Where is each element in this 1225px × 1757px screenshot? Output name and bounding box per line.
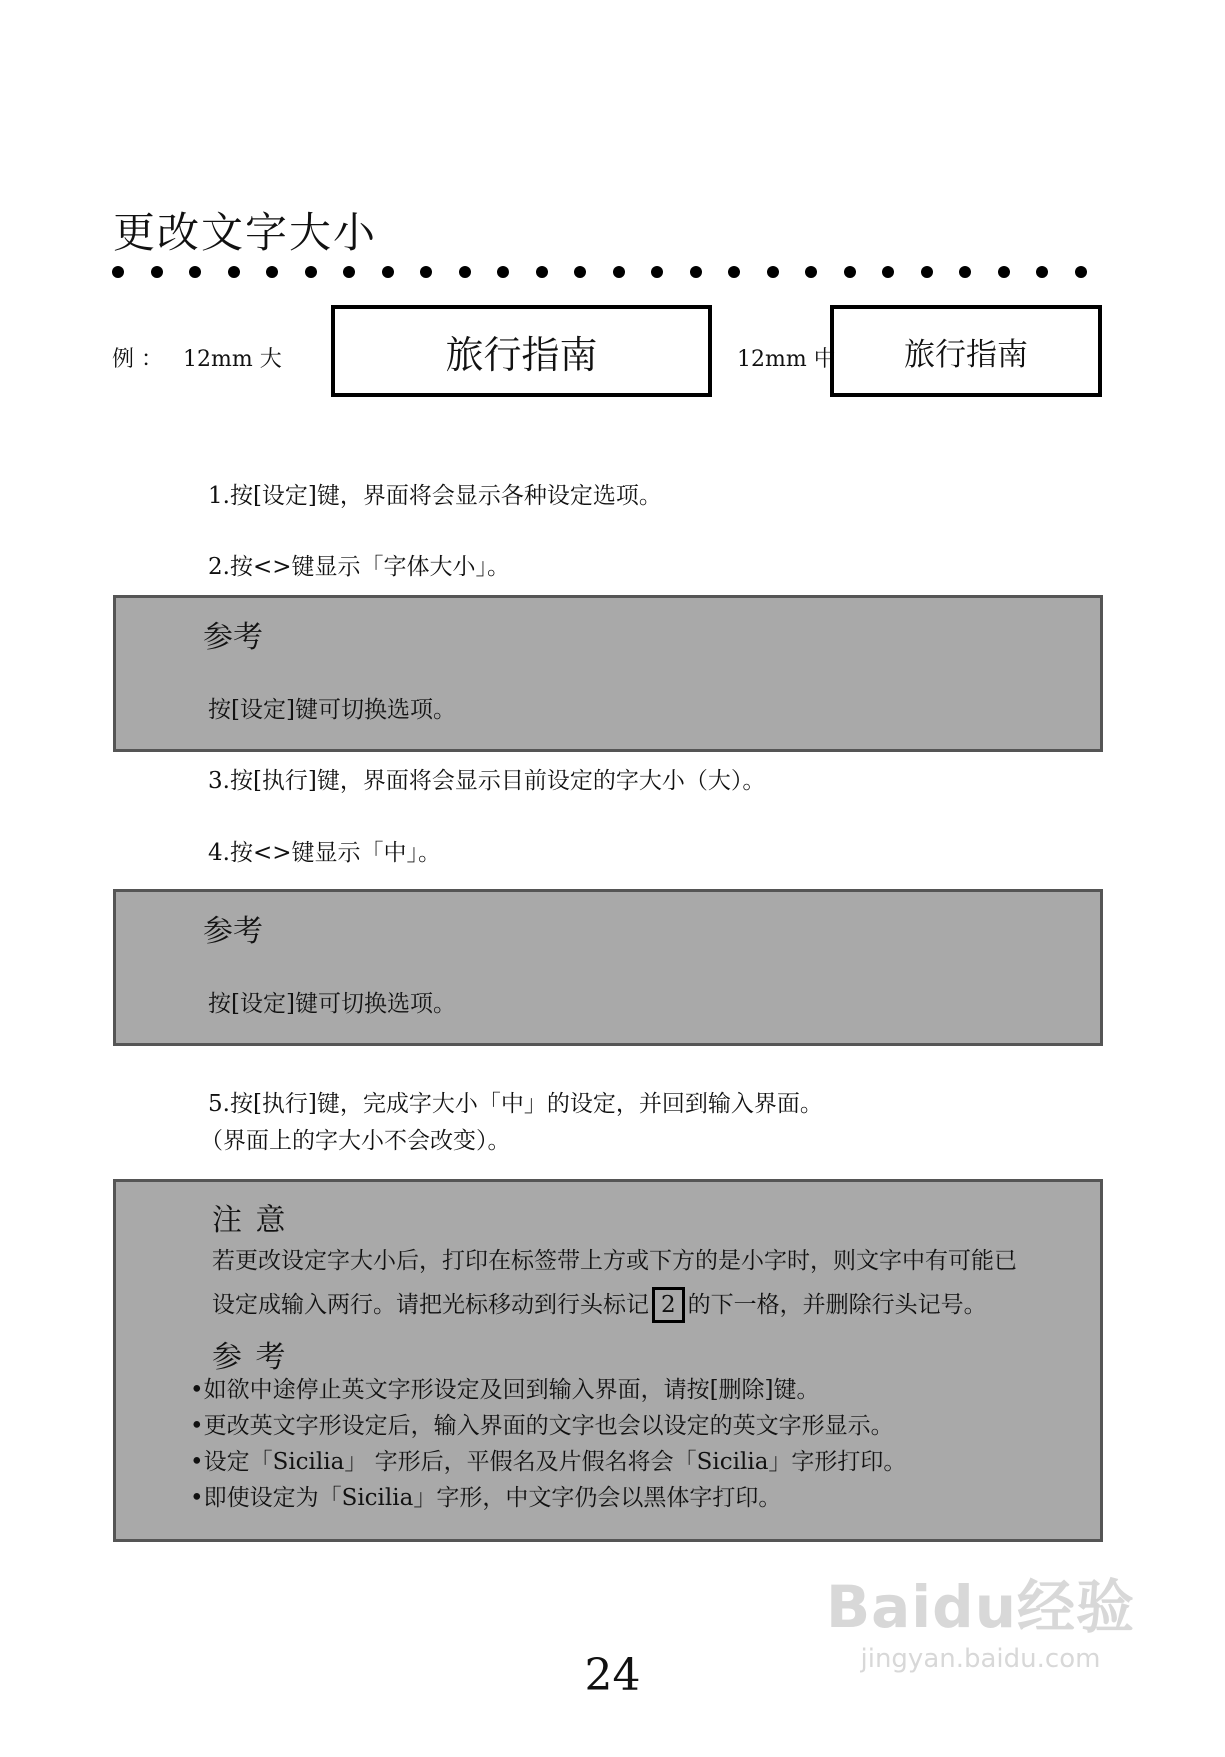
step-2: 2.按<>键显示「字体大小」。 [208, 554, 510, 580]
reference-text: 按[设定]键可切换选项。 [208, 697, 456, 723]
list-item: •设定「Sicilia」 字形后，平假名及片假名将会「Sicilia」字形打印。 [190, 1449, 907, 1475]
list-item: •如欲中途停止英文字形设定及回到输入界面，请按[删除]键。 [190, 1377, 820, 1403]
page-number: 24 [584, 1650, 641, 1701]
example-medium-text: 旅行指南 [904, 336, 1028, 373]
watermark-url: jingyan.baidu.com [860, 1644, 1101, 1674]
example-prefix: 例 ： [112, 347, 163, 372]
reference-bullet-list [190, 1372, 906, 1516]
step-3: 3.按[执行]键，界面将会显示目前设定的字大小（大）。 [208, 768, 766, 794]
step-5-line-2: （界面上的字大小不会改变）。 [200, 1128, 511, 1154]
line-head-mark: 2 [652, 1287, 685, 1323]
list-item: •即使设定为「Sicilia」字形，中文字仍会以黑体字打印。 [190, 1485, 782, 1511]
caution-line-2-start: 设定成输入两行。请把光标移动到行头标记 [212, 1292, 649, 1318]
reference-box-2 [113, 889, 1103, 1046]
example-large-label: 12mm 大 [183, 347, 282, 372]
step-1: 1.按[设定]键，界面将会显示各种设定选项。 [208, 483, 662, 509]
list-item: •更改英文字形设定后，输入界面的文字也会以设定的英文字形显示。 [190, 1413, 894, 1439]
reference-title: 参考 [203, 914, 263, 949]
caution-line-1: 若更改设定字大小后，打印在标签带上方或下方的是小字时，则文字中有可能已 [212, 1248, 1017, 1274]
page-title: 更改文字大小 [113, 208, 378, 257]
example-medium-box [830, 305, 1102, 397]
reference-title: 参考 [203, 620, 263, 655]
caution-title: 注 意 [212, 1203, 288, 1238]
caution-line-2-end: 的下一格，并删除行头记号。 [687, 1292, 987, 1318]
caution-line-2 [212, 1283, 987, 1327]
caution-reference-title: 参 考 [212, 1340, 288, 1375]
dotted-divider [112, 266, 1087, 278]
watermark-logo: Baidu经验 [825, 1573, 1135, 1641]
example-medium-label: 12mm 中 [737, 347, 836, 372]
step-4: 4.按<>键显示「中」。 [208, 840, 441, 866]
reference-box-1 [113, 595, 1103, 752]
example-large-box [331, 305, 712, 397]
example-large-text: 旅行指南 [445, 332, 598, 377]
reference-text: 按[设定]键可切换选项。 [208, 991, 456, 1017]
step-5-line-1: 5.按[执行]键，完成字大小「中」的设定，并回到输入界面。 [208, 1091, 823, 1117]
